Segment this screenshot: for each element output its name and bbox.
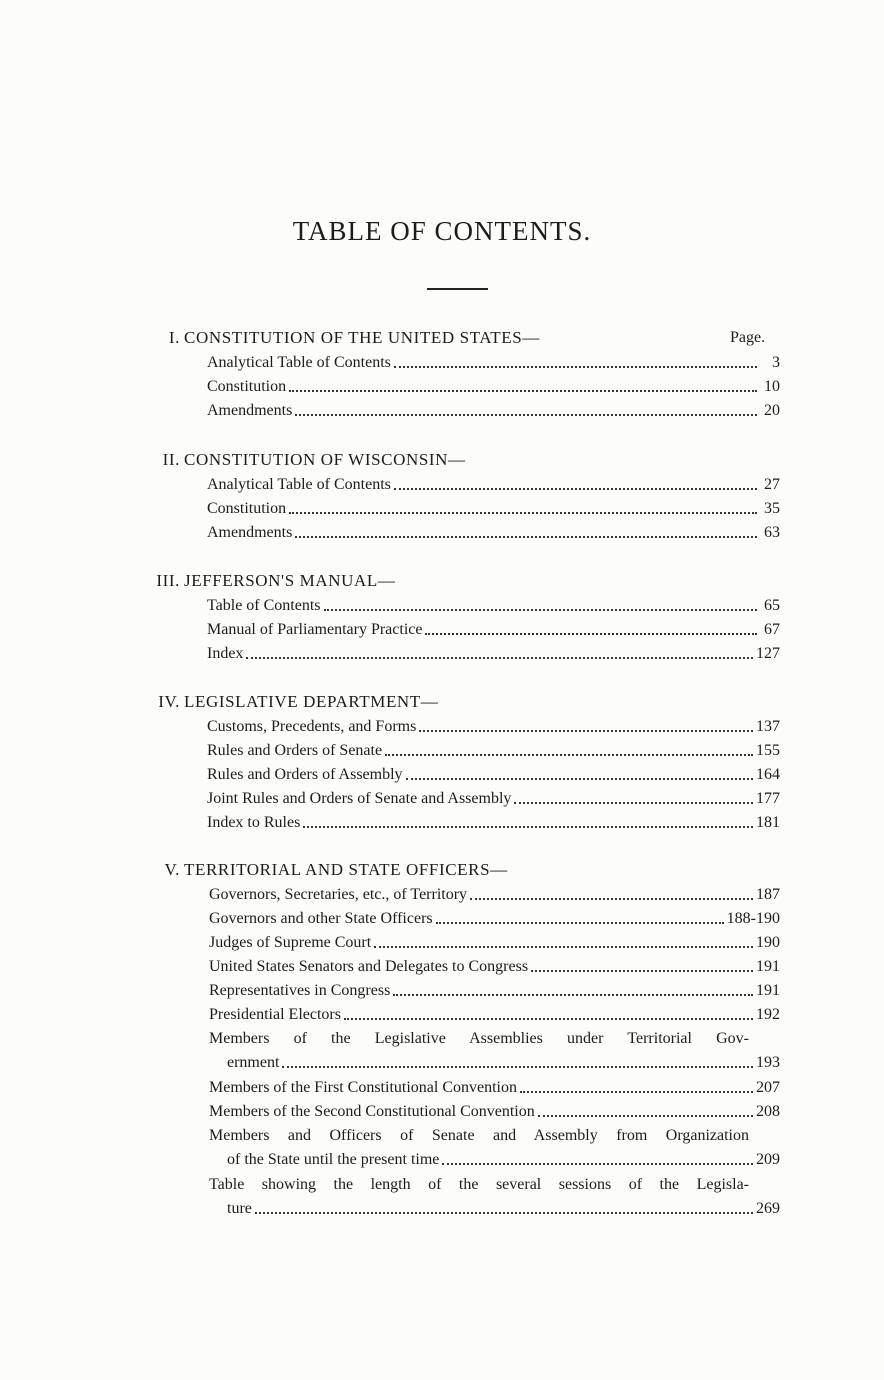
entry-label: Members of the First Constitutional Convention xyxy=(209,1079,517,1096)
toc-entry[interactable] xyxy=(227,1198,780,1220)
toc-entry[interactable] xyxy=(207,812,780,834)
entry-label: United States Senators and Delegates to Congress xyxy=(209,958,529,975)
entry-page: 207 xyxy=(756,1079,780,1096)
toc-entry[interactable] xyxy=(209,980,780,1002)
entry-label: Representatives in Congress xyxy=(209,982,391,999)
entry-label: Joint Rules and Orders of Senate and Assembly xyxy=(207,790,512,807)
leader-dots xyxy=(303,826,753,828)
entry-label: Index xyxy=(207,645,244,662)
entry-label: ture xyxy=(227,1200,252,1217)
entry-label: Presidential Electors xyxy=(209,1006,341,1023)
entry-label: Amendments xyxy=(207,524,293,541)
entry-page: 164 xyxy=(756,766,780,783)
entry-label: Index to Rules xyxy=(207,814,301,831)
section-title: CONSTITUTION OF WISCONSIN— xyxy=(184,450,466,469)
entry-page: 269 xyxy=(756,1200,780,1217)
toc-entry[interactable] xyxy=(207,619,780,641)
toc-entry[interactable] xyxy=(207,595,780,617)
toc-entry-line1: Members and Officers of Senate and Assembly from Organization xyxy=(209,1127,749,1144)
leader-dots xyxy=(406,778,753,780)
toc-entry[interactable] xyxy=(227,1149,780,1171)
entry-label: Rules and Orders of Senate xyxy=(207,742,383,759)
toc-entry[interactable] xyxy=(209,956,780,978)
leader-dots xyxy=(470,898,753,900)
leader-dots xyxy=(295,414,757,416)
leader-dots xyxy=(289,512,757,514)
leader-dots xyxy=(442,1163,753,1165)
toc-entry[interactable] xyxy=(207,376,780,398)
entry-page: 127 xyxy=(756,645,780,662)
entry-label: Governors, Secretaries, etc., of Territory xyxy=(209,886,468,903)
leader-dots xyxy=(289,390,757,392)
leader-dots xyxy=(344,1018,753,1020)
entry-label: Customs, Precedents, and Forms xyxy=(207,718,417,735)
entry-label: Constitution xyxy=(207,500,287,517)
page-column-label: Page. xyxy=(730,329,766,346)
entry-page: 67 xyxy=(764,621,780,638)
toc-entry[interactable] xyxy=(209,908,780,930)
toc-entry[interactable] xyxy=(207,740,780,762)
entry-page: 137 xyxy=(756,718,780,735)
leader-dots xyxy=(255,1212,753,1214)
toc-entry-line1: Table showing the length of the several sessions of the Legisla- xyxy=(209,1176,749,1193)
leader-dots xyxy=(246,657,753,659)
entry-label: Judges of Supreme Court xyxy=(209,934,372,951)
toc-entry[interactable] xyxy=(207,764,780,786)
entry-page: 193 xyxy=(756,1054,780,1071)
entry-page: 27 xyxy=(764,476,780,493)
leader-dots xyxy=(538,1115,753,1117)
entry-page: 177 xyxy=(756,790,780,807)
entry-label: ernment xyxy=(227,1054,280,1071)
leader-dots xyxy=(436,922,724,924)
section-numeral: III. xyxy=(156,571,180,590)
entry-label: Analytical Table of Contents xyxy=(207,476,391,493)
section-numeral: I. xyxy=(168,328,180,347)
entry-page: 187 xyxy=(756,886,780,903)
entry-page: 10 xyxy=(764,378,780,395)
section-title: JEFFERSON'S MANUAL— xyxy=(184,571,396,590)
leader-dots xyxy=(531,970,753,972)
entry-label: Constitution xyxy=(207,378,287,395)
toc-entry[interactable] xyxy=(207,400,780,422)
entry-page: 191 xyxy=(756,958,780,975)
entry-page: 35 xyxy=(764,500,780,517)
section-numeral: V. xyxy=(164,860,180,879)
toc-entry[interactable] xyxy=(207,352,780,374)
leader-dots xyxy=(520,1091,753,1093)
entry-page: 63 xyxy=(764,524,780,541)
leader-dots xyxy=(374,946,753,948)
toc-entry[interactable] xyxy=(207,788,780,810)
leader-dots xyxy=(394,488,757,490)
entry-page: 191 xyxy=(756,982,780,999)
entry-page: 192 xyxy=(756,1006,780,1023)
entry-label: Members of the Second Constitutional Convention xyxy=(209,1103,535,1120)
leader-dots xyxy=(514,802,753,804)
toc-entry[interactable] xyxy=(209,884,780,906)
entry-label: Manual of Parliamentary Practice xyxy=(207,621,423,638)
entry-label: Amendments xyxy=(207,402,293,419)
leader-dots xyxy=(393,994,753,996)
entry-label: Governors and other State Officers xyxy=(209,910,433,927)
entry-page: 65 xyxy=(764,597,780,614)
leader-dots xyxy=(295,536,757,538)
entry-page: 190 xyxy=(756,934,780,951)
entry-page: 3 xyxy=(772,354,780,371)
entry-page: 208 xyxy=(756,1103,780,1120)
toc-entry-line1: Members of the Legislative Assemblies under Territorial Gov- xyxy=(209,1030,749,1047)
leader-dots xyxy=(324,609,757,611)
toc-entry[interactable] xyxy=(207,716,780,738)
entry-label: Table of Contents xyxy=(207,597,321,614)
entry-page: 181 xyxy=(756,814,780,831)
toc-entry[interactable] xyxy=(227,1052,780,1074)
section-numeral: II. xyxy=(162,450,180,469)
leader-dots xyxy=(425,633,757,635)
toc-entry[interactable] xyxy=(209,1077,780,1099)
section-numeral: IV. xyxy=(158,692,180,711)
title-rule xyxy=(427,288,488,290)
leader-dots xyxy=(419,730,753,732)
toc-entry[interactable] xyxy=(209,1004,780,1026)
entry-page: 155 xyxy=(756,742,780,759)
section-title: LEGISLATIVE DEPARTMENT— xyxy=(184,692,439,711)
page-title: TABLE OF CONTENTS. xyxy=(292,216,592,246)
leader-dots xyxy=(282,1066,753,1068)
toc-entry[interactable] xyxy=(209,1101,780,1123)
entry-label: Analytical Table of Contents xyxy=(207,354,391,371)
entry-label: of the State until the present time xyxy=(227,1151,440,1168)
leader-dots xyxy=(385,754,753,756)
toc-entry[interactable] xyxy=(209,932,780,954)
entry-page: 188-190 xyxy=(726,910,780,927)
section-title: CONSTITUTION OF THE UNITED STATES— xyxy=(184,328,540,347)
entry-label: Rules and Orders of Assembly xyxy=(207,766,403,783)
entry-page: 209 xyxy=(756,1151,780,1168)
section-title: TERRITORIAL AND STATE OFFICERS— xyxy=(184,860,508,879)
toc-entry[interactable] xyxy=(207,522,780,544)
toc-entry[interactable] xyxy=(207,498,780,520)
toc-entry[interactable] xyxy=(207,643,780,665)
leader-dots xyxy=(394,366,757,368)
entry-page: 20 xyxy=(764,402,780,419)
toc-entry[interactable] xyxy=(207,474,780,496)
